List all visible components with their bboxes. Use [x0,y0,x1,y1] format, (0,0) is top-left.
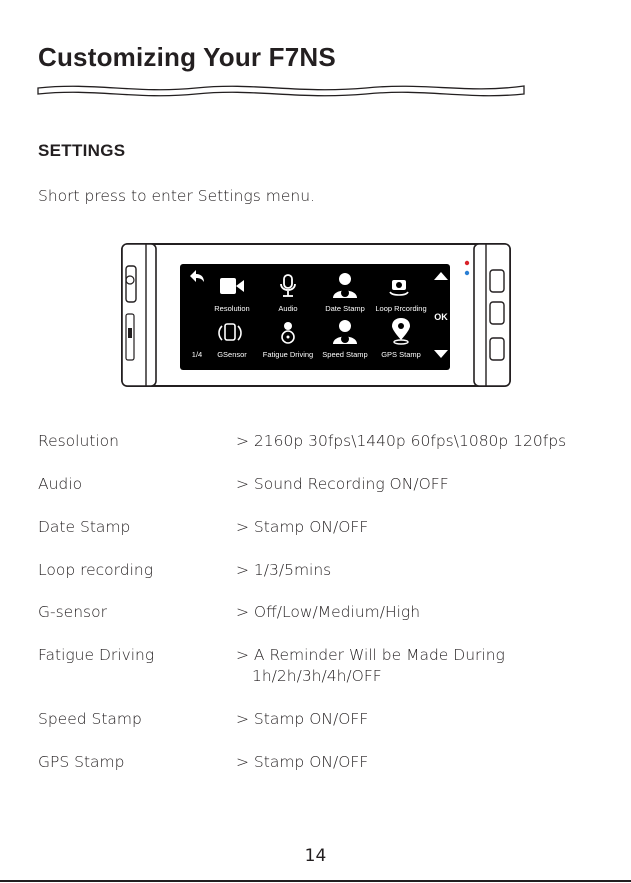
page-title: Customizing Your F7NS [38,42,336,72]
setting-label: GPS Stamp [38,753,125,771]
setting-value: > Stamp ON/OFF [236,753,369,771]
screen-label-gps-stamp: GPS Stamp [381,350,421,359]
setting-label: Fatigue Driving [38,646,155,664]
intro-text: Short press to enter Settings menu. [38,187,315,205]
screen-label-date-stamp: Date Stamp [325,304,365,313]
dashcam-device-illustration [118,240,514,390]
screen-label-speed-stamp: Speed Stamp [322,350,368,359]
page-number: 14 [304,846,327,866]
setting-label: Resolution [38,432,119,450]
setting-value: > Stamp ON/OFF [236,518,369,536]
screen-label-loop-recording: Loop Rrcording [375,304,427,313]
screen-label-audio: Audio [278,304,298,313]
decorative-wave-underline [36,80,526,100]
setting-label: Loop recording [38,561,154,579]
setting-value: > Stamp ON/OFF [236,710,369,728]
setting-label: Speed Stamp [38,710,142,728]
setting-value: > 1/3/5mins [236,561,332,579]
setting-value-line2: 1h/2h/3h/4h/OFF [252,667,382,685]
setting-value: > 2160p 30fps\1440p 60fps\1080p 120fps [236,432,567,450]
setting-value: > Sound Recording ON/OFF [236,475,449,493]
screen-label-resolution: Resolution [214,304,250,313]
setting-value: > Off/Low/Medium/High [236,603,421,621]
screen-page-indicator: 1/4 [191,350,203,359]
screen-ok-label: OK [434,312,448,322]
setting-label: Date Stamp [38,518,131,536]
bottom-rule [0,880,631,882]
section-heading: SETTINGS [38,141,126,160]
setting-value: > A Reminder Will be Made During [236,646,505,664]
setting-label: G-sensor [38,603,107,621]
setting-row-fatigue-driving [38,645,608,687]
screen-label-gsensor: GSensor [217,350,247,359]
setting-label: Audio [38,475,83,493]
screen-label-fatigue-driving: Fatigue Driving [262,350,314,359]
